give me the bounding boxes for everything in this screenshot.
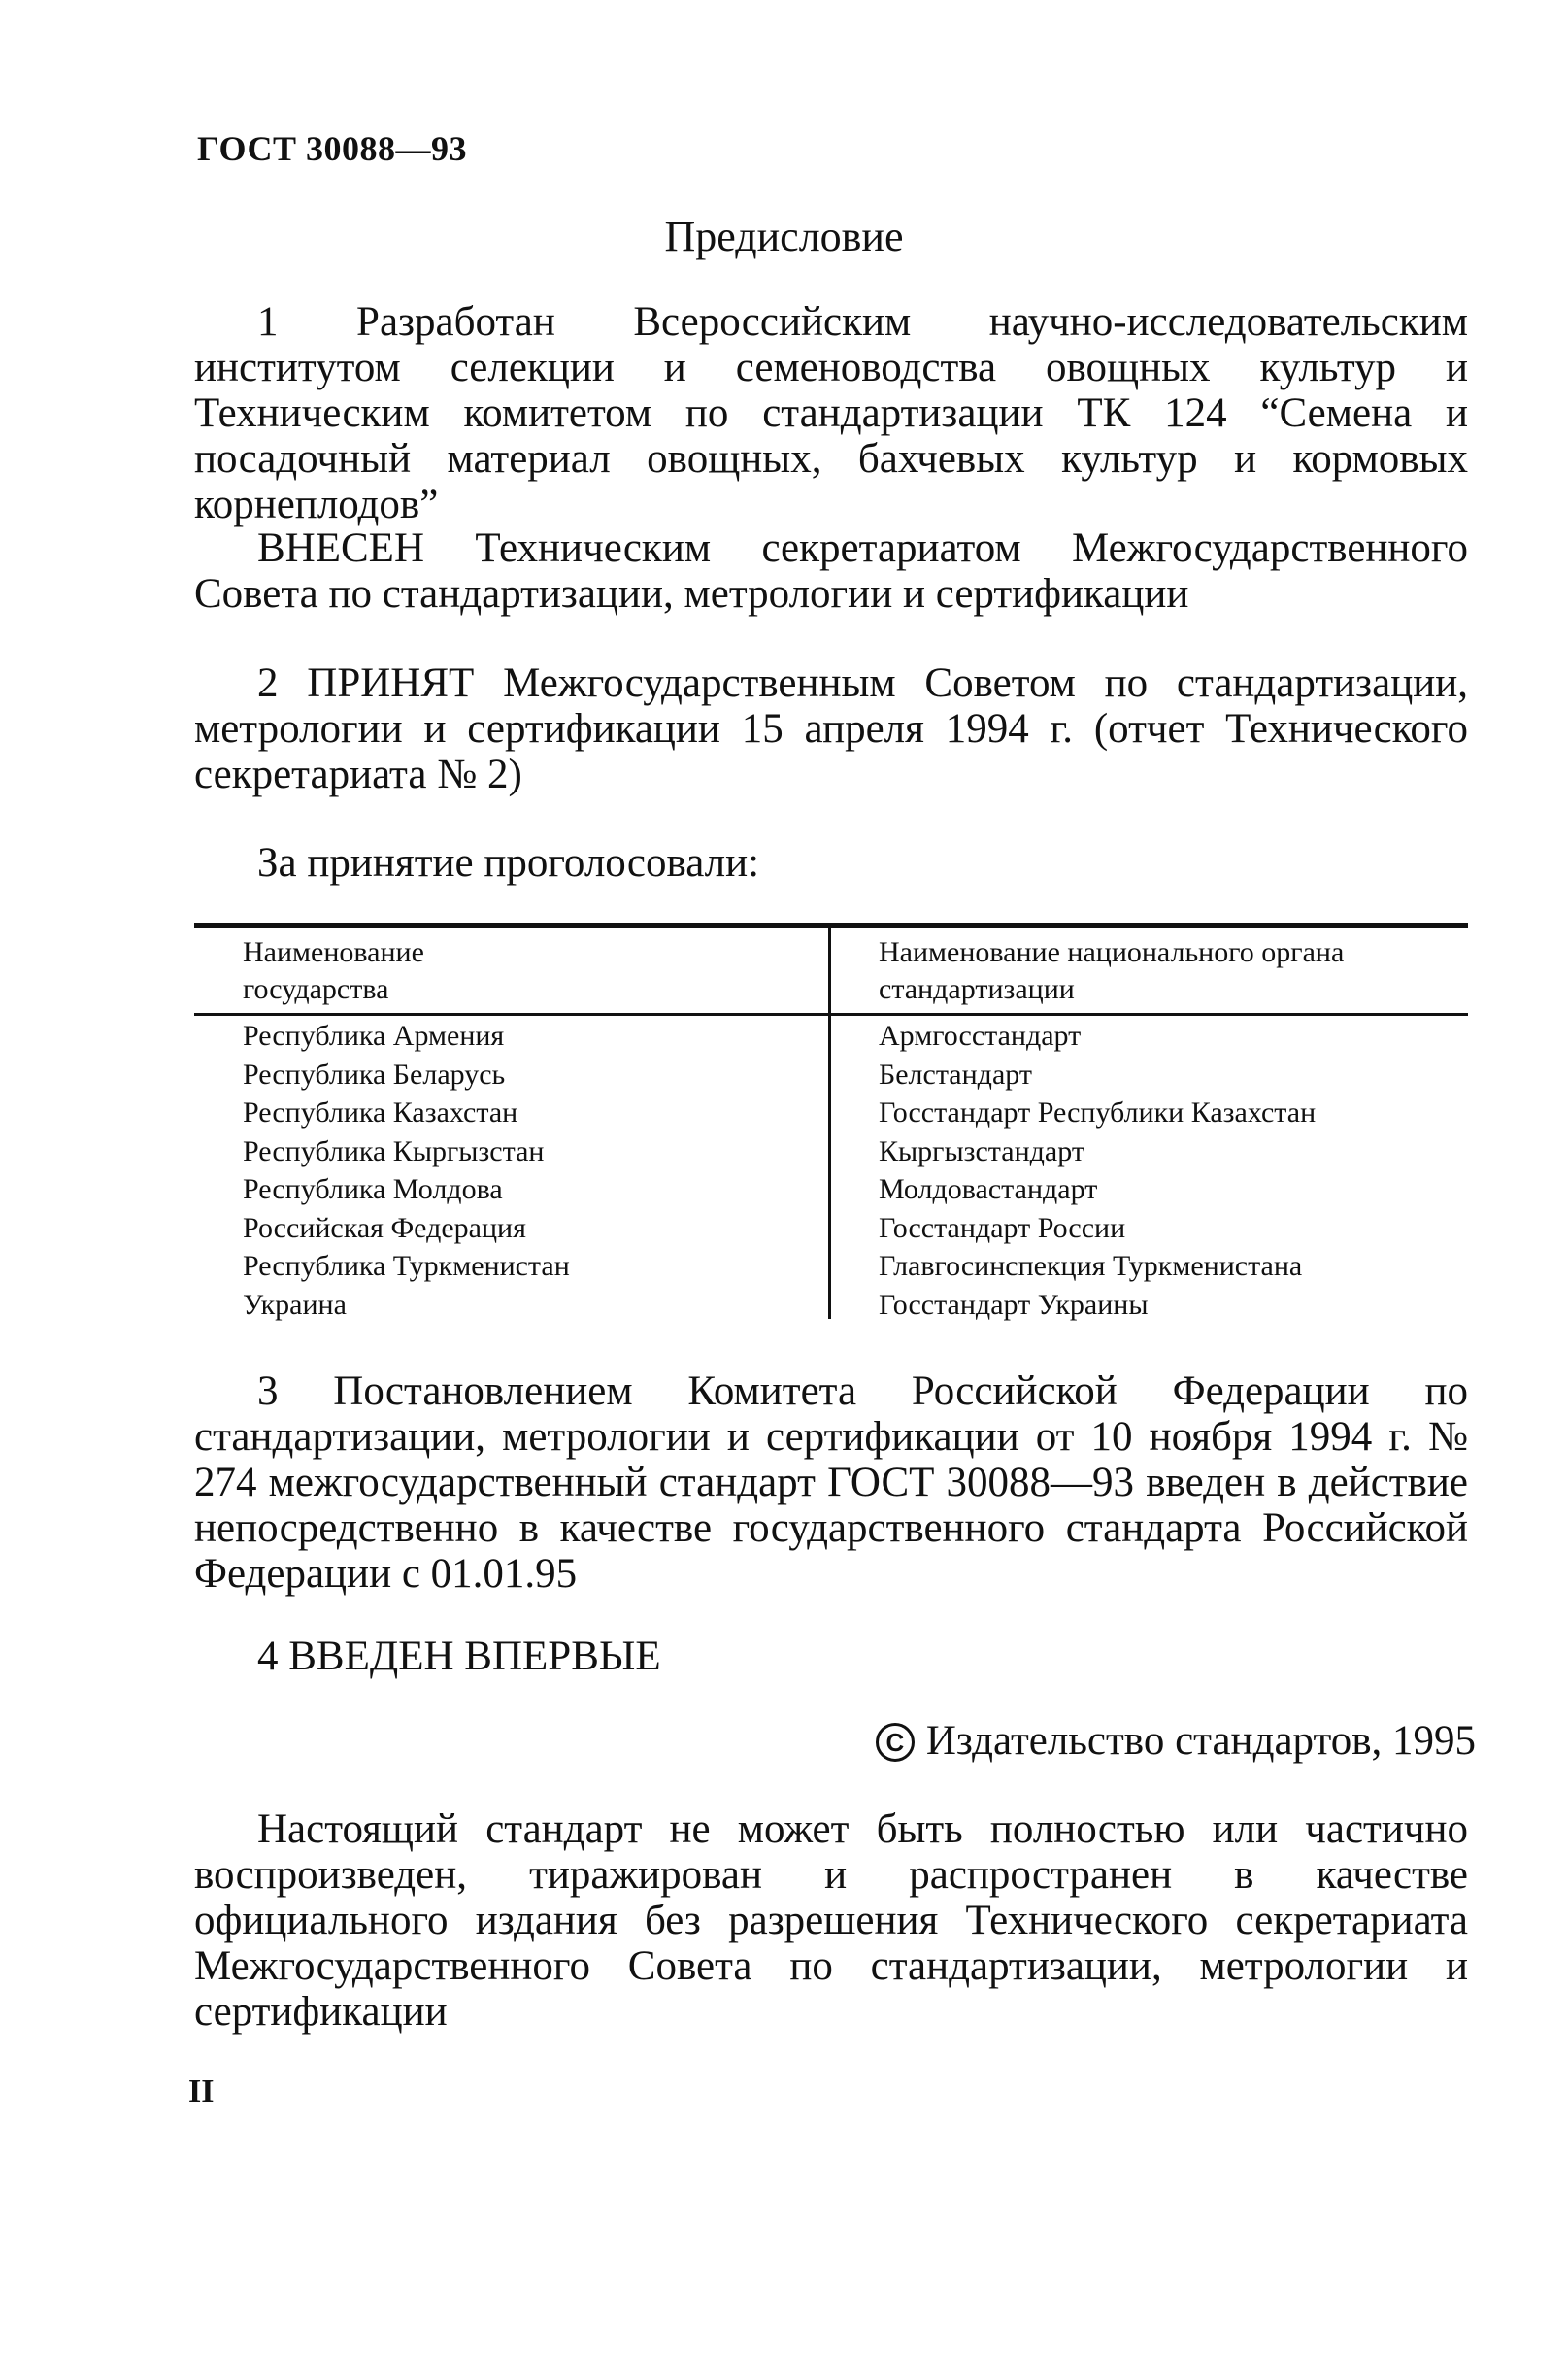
table-cell-national-body: Армгосстандарт: [879, 1020, 1082, 1052]
table-cell-national-body: Госстандарт Республики Казахстан: [879, 1096, 1317, 1129]
paragraph-developed-by: 1 Разработан Всероссийским научно-исследовательским институтом селекции и семеноводства овощных культур и Техническим комитетом по стандартизации ТК 124 “Семена и посадочный материал овощных, бахчевых культур и кормовых корнеплодов”: [194, 299, 1468, 527]
table-cell-state: Республика Кыргызстан: [243, 1134, 545, 1167]
paragraph-resolution: 3 Постановлением Комитета Российской Федерации по стандартизации, метрологии и сертификации от 10 ноября 1994 г. № 274 межгосударственный стандарт ГОСТ 30088—93 введен в действие непосредственно в качестве государственного стандарта Российской Федерации с 01.01.95: [194, 1368, 1468, 1597]
table-header-state: [243, 934, 534, 1008]
standard-code-header: ГОСТ 30088—93: [197, 129, 467, 168]
table-cell-state: Республика Молдова: [243, 1173, 503, 1205]
copyright-icon: C: [876, 1723, 915, 1762]
copyright-text: Издательство стандартов, 1995: [925, 1718, 1476, 1764]
table-cell-state: Российская Федерация: [243, 1211, 526, 1244]
table-cell-state: Республика Беларусь: [243, 1058, 506, 1091]
table-cell-state: Украина: [243, 1288, 347, 1321]
table-top-rule: [194, 923, 1468, 928]
table-cell-national-body: Молдовастандарт: [879, 1173, 1098, 1205]
table-column-national-bodies: [879, 1017, 1316, 1324]
table-cell-national-body: Белстандарт: [879, 1058, 1032, 1091]
paragraph-voted-for: За принятие проголосовали:: [257, 840, 760, 886]
table-cell-national-body: Госстандарт России: [879, 1211, 1126, 1244]
paragraph-reproduction-notice: Настоящий стандарт не может быть полностью или частично воспроизведен, тиражирован и распространен в качестве официального издания без разрешения Технического секретариата Межгосударственного Совета по стандартизации, метрологии и сертификации: [194, 1806, 1468, 2035]
paragraph-submitted-by: ВНЕСЕН Техническим секретариатом Межгосударственного Совета по стандартизации, метрологии и сертификации: [194, 525, 1468, 617]
table-column-divider: [828, 928, 831, 1319]
copyright-line: [876, 1717, 1476, 1765]
table-column-states: [243, 1017, 570, 1324]
table-cell-national-body: Госстандарт Украины: [879, 1288, 1149, 1321]
table-cell-state: Республика Туркменистан: [243, 1250, 570, 1282]
table-cell-national-body: Кыргызстандарт: [879, 1134, 1084, 1167]
table-header-national-body: [879, 934, 1345, 1008]
table-cell-state: Республика Армения: [243, 1020, 505, 1052]
table-header-rule: [194, 1013, 1468, 1016]
paragraph-introduced-first: 4 ВВЕДЕН ВПЕРВЫЕ: [257, 1634, 661, 1679]
table-header-state-text: Наименование государства: [243, 936, 424, 1005]
paragraph-adopted-by: 2 ПРИНЯТ Межгосударственным Советом по стандартизации, метрологии и сертификации 15 апреля 1994 г. (отчет Технического секретариата № 2): [194, 660, 1468, 797]
section-title: Предисловие: [664, 213, 904, 260]
table-cell-state: Республика Казахстан: [243, 1096, 518, 1129]
table-cell-national-body: Главгосинспекция Туркменистана: [879, 1250, 1303, 1282]
page-number: II: [188, 2073, 215, 2109]
voting-states-table: [194, 923, 1468, 1331]
table-header-national-body-text: Наименование национального органа стандартизации: [879, 936, 1345, 1005]
